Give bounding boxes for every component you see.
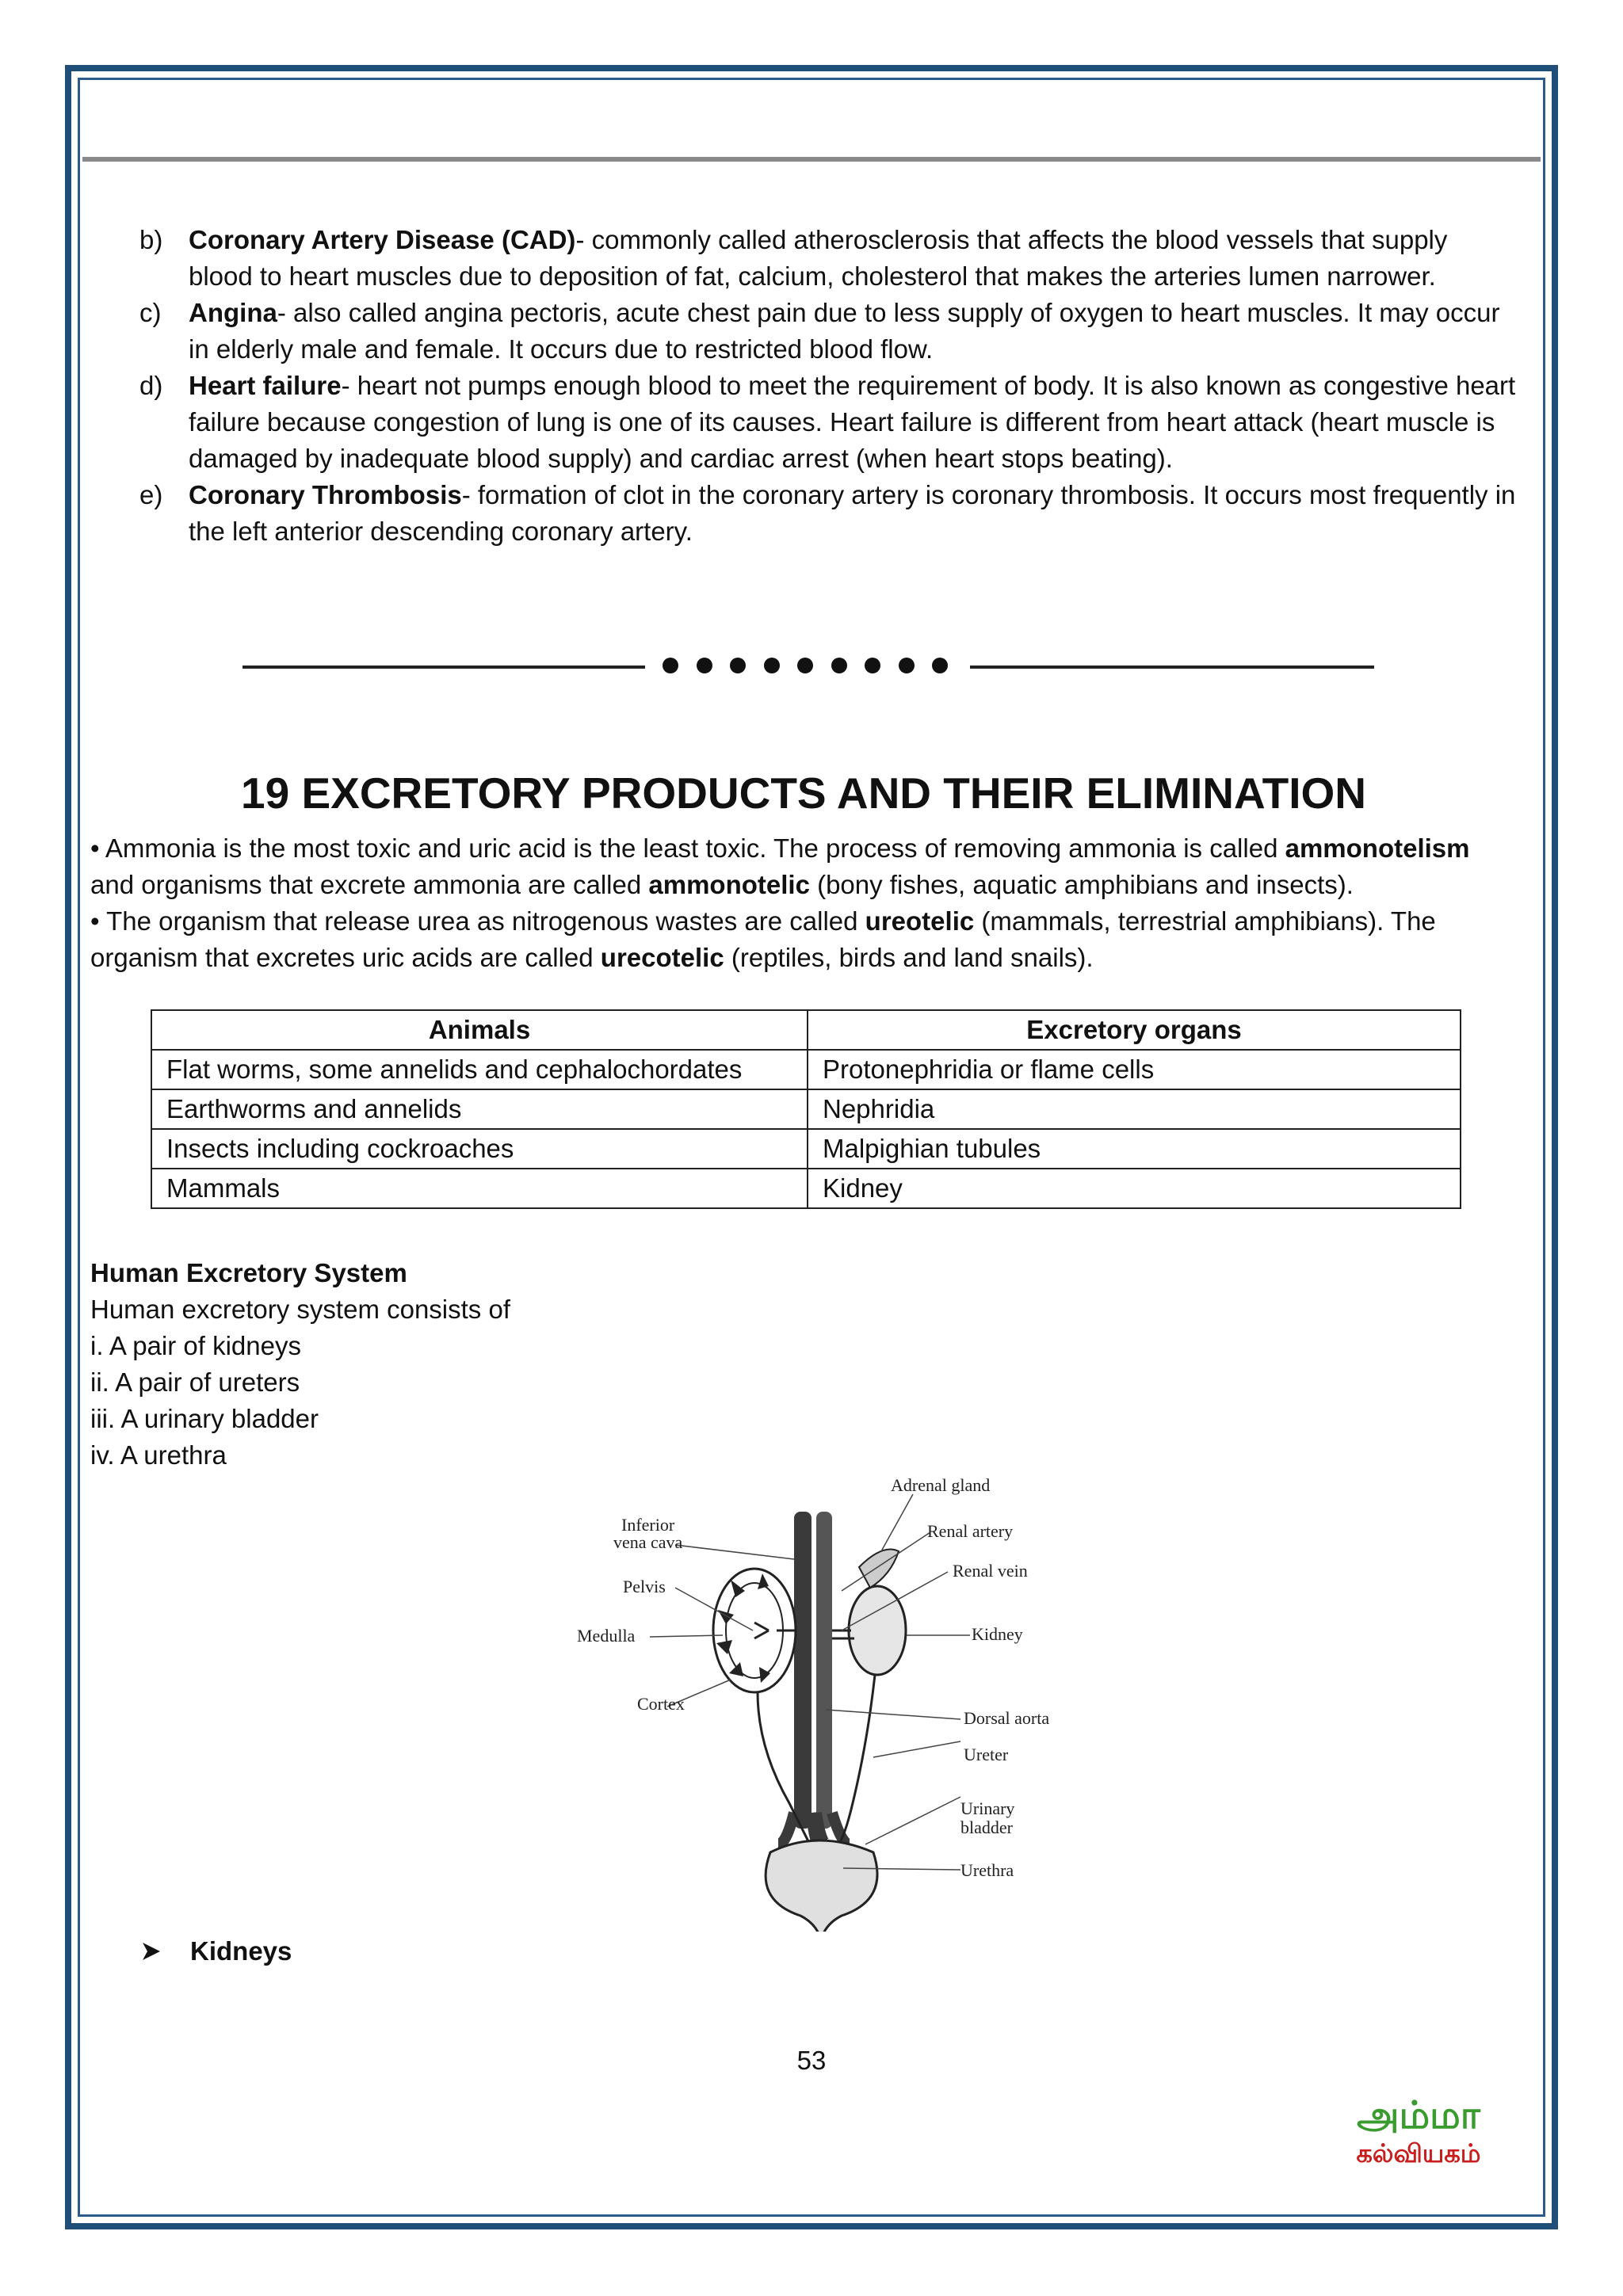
divider-line-left (242, 666, 645, 669)
label-urinary: Urinary (960, 1798, 1015, 1818)
list-marker: e) (139, 480, 163, 509)
divider-line-right (970, 666, 1374, 669)
logo-line1: அம்மா (1357, 2093, 1480, 2138)
divider-dot (663, 658, 678, 673)
vena-cava-shape (794, 1512, 812, 1829)
text-run: (reptiles, birds and land snails). (724, 943, 1094, 972)
disease-list (90, 222, 1517, 550)
table-cell: Malpighian tubules (808, 1129, 1461, 1169)
paragraph-urea (90, 903, 1517, 976)
page-number: 53 (796, 2046, 827, 2075)
chapter-title: 19 EXCRETORY PRODUCTS AND THEIR ELIMINATION (241, 769, 1366, 818)
label-pelvis: Pelvis (623, 1577, 666, 1596)
label-bladder: bladder (960, 1817, 1013, 1837)
divider-dot (697, 658, 712, 673)
list-term: Heart failure (189, 371, 342, 400)
label-urethra: Urethra (960, 1860, 1014, 1880)
list-text: - also called angina pectoris, acute chest pain due to less supply of oxygen to heart muscles. It may occur in elderly male and female. It occurs due to restricted blood flow. (189, 298, 1500, 364)
table-row (151, 1169, 1461, 1208)
list-marker: b) (139, 225, 163, 254)
text-run: • Ammonia is the most toxic and uric acid is the least toxic. The process of removing ammonia is called (90, 833, 1285, 863)
label-vena-cava: vena cava (613, 1532, 683, 1552)
divider-dot (932, 658, 948, 673)
adrenal-gland-shape (859, 1550, 899, 1589)
list-item: i. A pair of kidneys (90, 1331, 301, 1360)
label-renal-artery: Renal artery (927, 1521, 1014, 1541)
text-run: and organisms that excrete ammonia are called (90, 870, 649, 899)
list-term: Coronary Thrombosis (189, 480, 462, 509)
term-ammonotelism: ammonotelism (1285, 833, 1470, 863)
label-kidney: Kidney (972, 1624, 1023, 1644)
column-header: Animals (151, 1010, 808, 1050)
section-heading: Human Excretory System (90, 1258, 407, 1287)
list-item (90, 295, 1517, 368)
label-renal-vein: Renal vein (953, 1561, 1028, 1581)
aorta-shape (816, 1512, 832, 1829)
table-cell: Flat worms, some annelids and cephalochordates (151, 1050, 808, 1089)
table-cell: Nephridia (808, 1089, 1461, 1129)
header-rule (82, 157, 1541, 162)
divider-dots (663, 658, 948, 673)
excretory-system-section (90, 1255, 804, 1474)
table-cell: Insects including cockroaches (151, 1129, 808, 1169)
list-item (90, 222, 1517, 295)
list-text: - formation of clot in the coronary artery is coronary thrombosis. It occurs most frequently in the left anterior descending coronary artery. (189, 480, 1516, 546)
list-item: iv. A urethra (90, 1440, 227, 1470)
kidneys-heading-text: Kidneys (190, 1936, 292, 1966)
term-ammonotelic: ammonotelic (648, 870, 810, 899)
intro-paragraphs (90, 830, 1517, 976)
divider-dot (730, 658, 746, 673)
text-run: (bony fishes, aquatic amphibians and insects). (809, 870, 1354, 899)
table-row (151, 1129, 1461, 1169)
list-term: Angina (189, 298, 277, 327)
divider-dot (797, 658, 813, 673)
table-row (151, 1050, 1461, 1089)
list-item (90, 477, 1517, 550)
column-header: Excretory organs (808, 1010, 1461, 1050)
divider-dot (764, 658, 780, 673)
list-item: iii. A urinary bladder (90, 1404, 319, 1433)
table-cell: Protonephridia or flame cells (808, 1050, 1461, 1089)
term-ureotelic: ureotelic (865, 906, 975, 936)
logo-line2: கல்வியகம் (1356, 2138, 1481, 2168)
text-run: • The organism that release urea as nitrogenous wastes are called (90, 906, 865, 936)
label-dorsal-aorta: Dorsal aorta (964, 1708, 1050, 1728)
list-marker: c) (139, 298, 162, 327)
label-ureter: Ureter (964, 1745, 1009, 1764)
section-intro: Human excretory system consists of (90, 1295, 510, 1324)
list-text: - heart not pumps enough blood to meet the requirement of body. It is also known as congestive heart failure because congestion of lung is one of its causes. Heart failure is different from heart attack (heart muscle is damaged by inadequate blood supply) and cardiac arrest (when heart stops beating). (189, 371, 1516, 473)
excretory-organs-table (151, 1009, 1461, 1209)
label-adrenal-gland: Adrenal gland (891, 1475, 991, 1495)
urinary-bladder-shape (766, 1840, 877, 1932)
divider-dot (831, 658, 847, 673)
list-text: - commonly called atherosclerosis that affects the blood vessels that supply blood to heart muscles due to deposition of fat, calcium, cholesterol that makes the arteries lumen narrower. (189, 225, 1448, 291)
text-run: (mammals, terrestrial amphibians). The organism that excretes uric acids are called (90, 906, 1436, 972)
table-cell: Earthworms and annelids (151, 1089, 808, 1129)
table-row (151, 1089, 1461, 1129)
label-cortex: Cortex (637, 1694, 685, 1714)
list-marker: d) (139, 371, 163, 400)
term-urecotelic: urecotelic (600, 943, 724, 972)
arrow-bullet-icon (139, 1933, 187, 1973)
table-header-row (151, 1010, 1461, 1050)
list-item (90, 368, 1517, 477)
label-medulla: Medulla (577, 1626, 636, 1646)
divider-dot (899, 658, 915, 673)
table-cell: Mammals (151, 1169, 808, 1208)
table-cell: Kidney (808, 1169, 1461, 1208)
publisher-logo (1316, 2093, 1522, 2188)
list-term: Coronary Artery Disease (CAD) (189, 225, 576, 254)
paragraph-ammonia (90, 830, 1517, 903)
excretory-system-diagram (564, 1472, 1071, 1932)
section-divider (242, 651, 1374, 683)
divider-dot (865, 658, 880, 673)
label-inferior: Inferior (621, 1515, 675, 1535)
list-item: ii. A pair of ureters (90, 1367, 300, 1397)
